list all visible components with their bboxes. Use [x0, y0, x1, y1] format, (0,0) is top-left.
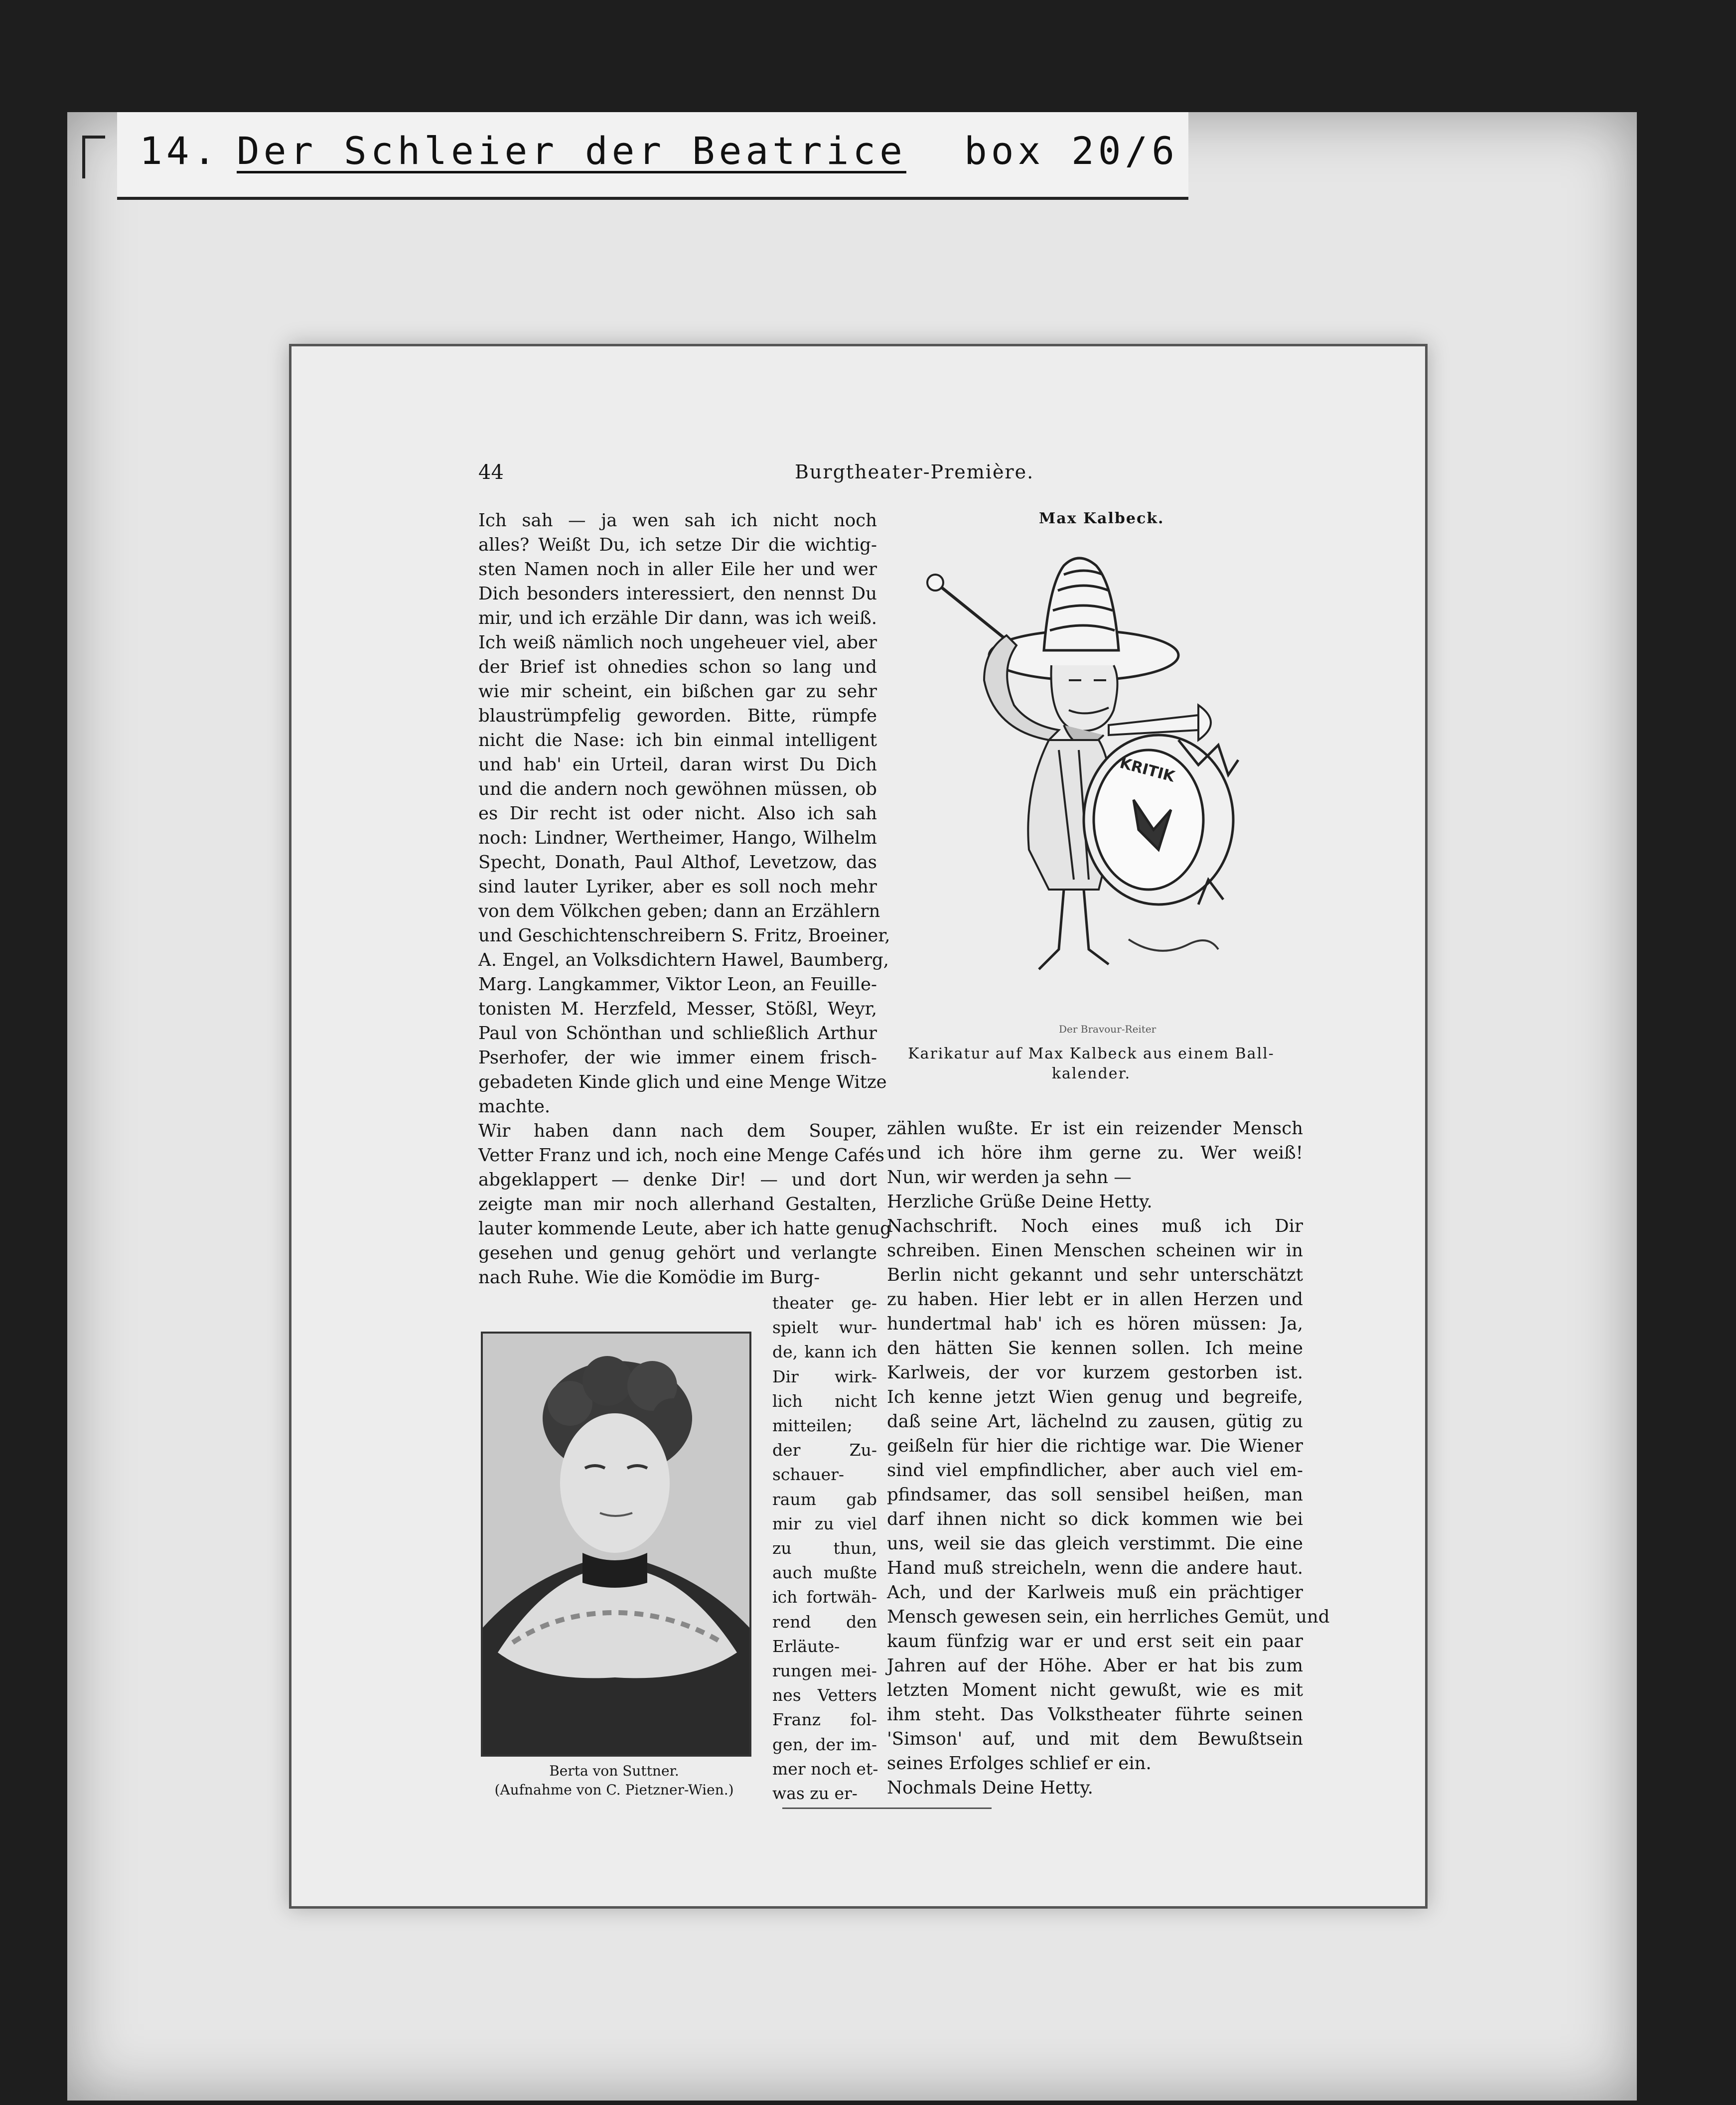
text-line: auch mußte — [772, 1563, 877, 1583]
text-line: darf ihnen nicht so dick kommen wie bei — [887, 1509, 1303, 1529]
text-line: gen, der im- — [772, 1734, 877, 1754]
text-line: Nun, wir werden ja sehn — — [887, 1167, 1132, 1188]
archive-folder-number: 14. — [140, 129, 220, 173]
text-line: der Zu- — [772, 1440, 877, 1460]
text-line: seines Erfolges schlief er ein. — [887, 1753, 1152, 1774]
text-line: noch: Lindner, Wertheimer, Hango, Wilhelm — [478, 828, 877, 848]
text-line: hundertmal hab' ich es hören müssen: Ja, — [887, 1314, 1303, 1334]
text-line: mir zu viel — [772, 1513, 877, 1533]
text-line: Paul von Schönthan und schließlich Arthur — [478, 1023, 877, 1044]
text-line: Vetter Franz und ich, noch eine Menge Cafés — [478, 1145, 884, 1166]
text-line: Hand muß streicheln, wenn die andere haut. — [887, 1558, 1303, 1578]
text-line: und Geschichtenschreibern S. Fritz, Broeiner, — [478, 925, 890, 946]
text-line: Ach, und der Karlweis muß ein prächtiger — [887, 1582, 1303, 1603]
running-head: Burgtheater-Première. — [795, 461, 1034, 483]
text-line: theater ge- — [772, 1293, 877, 1313]
text-line: Ich weiß nämlich noch ungeheuer viel, aber — [478, 632, 877, 653]
text-line: nach Ruhe. Wie die Komödie im Burg- — [478, 1267, 820, 1288]
text-line: kaum fünfzig war er und erst seit ein paar — [887, 1631, 1303, 1652]
caricature-caption-line-1: Karikatur auf Max Kalbeck aus einem Ball- — [908, 1045, 1275, 1062]
text-line: Dich besonders interessiert, den nennst Du — [478, 584, 877, 604]
text-line: uns, weil sie das gleich verstimmt. Die eine — [887, 1533, 1303, 1554]
text-line: zählen wußte. Er ist ein reizender Mensch — [887, 1118, 1303, 1139]
legs-icon — [1039, 890, 1109, 969]
text-line: sind lauter Lyriker, aber es soll noch mehr — [478, 877, 877, 897]
text-line: ich fortwäh- — [772, 1587, 877, 1607]
text-line: nes Vetters — [772, 1685, 877, 1705]
text-line: Nachschrift. Noch eines muß ich Dir — [887, 1216, 1303, 1236]
text-line: gebadeten Kinde glich und eine Menge Witze — [478, 1072, 887, 1092]
text-line: machte. — [478, 1096, 551, 1117]
text-line: und die andern noch gewöhnen müssen, ob — [478, 779, 877, 799]
text-line: den hätten Sie kennen sollen. Ich meine — [887, 1338, 1303, 1358]
text-line: A. Engel, an Volksdichtern Hawel, Baumberg, — [478, 950, 889, 970]
text-line: zu thun, — [772, 1538, 877, 1558]
text-line: was zu er- — [772, 1784, 858, 1804]
text-line: und hab' ein Urteil, daran wirst Du Dich — [478, 754, 877, 775]
text-line: pfindsamer, das soll sensibel heißen, man — [887, 1485, 1303, 1505]
text-line: de, kann ich — [772, 1342, 877, 1362]
text-line: lich nicht — [772, 1391, 877, 1411]
text-line: 'Simson' auf, und mit dem Bewußtsein — [887, 1729, 1303, 1749]
text-line: geißeln für hier die richtige war. Die Wiener — [887, 1436, 1303, 1456]
caricature-caption-line-2: kalender. — [1051, 1065, 1131, 1082]
text-line: Dir wirk- — [772, 1366, 877, 1386]
text-line: letzten Moment nicht gewußt, wie es mit — [887, 1680, 1303, 1700]
text-line: Ich kenne jetzt Wien genug und begreife, — [887, 1387, 1303, 1407]
text-line: nicht die Nase: ich bin einmal intelligent — [478, 730, 877, 751]
text-line: der Brief ist ohnedies schon so lang und — [478, 657, 877, 677]
hat-icon — [989, 558, 1178, 680]
text-line: Herzliche Grüße Deine Hetty. — [887, 1192, 1153, 1212]
text-line: Berlin nicht gekannt und sehr unterschätzt — [887, 1265, 1303, 1285]
text-line: Marg. Langkammer, Viktor Leon, an Feuille- — [478, 974, 877, 995]
narrow-text-column — [772, 1291, 877, 1805]
text-line: Wir haben dann nach dem Souper, — [478, 1121, 877, 1141]
caricature-signature: Der Bravour-Reiter — [1059, 1023, 1157, 1035]
text-line: alles? Weißt Du, ich setze Dir die wichtig- — [478, 535, 877, 555]
text-line: lauter kommende Leute, aber ich hatte genug — [478, 1218, 891, 1239]
caricature-illustration — [899, 531, 1283, 989]
text-line: Pserhofer, der wie immer einem frisch- — [478, 1048, 877, 1068]
text-line: ihm steht. Das Volkstheater führte seinen — [887, 1704, 1303, 1725]
portrait-photo — [481, 1332, 751, 1757]
photo-caption — [478, 1762, 750, 1800]
right-text-column — [887, 1116, 1330, 1800]
text-line: zeigte man mir noch allerhand Gestalten, — [478, 1194, 877, 1214]
text-line: schauer- — [772, 1465, 845, 1485]
scribble-signature-icon — [1129, 939, 1218, 951]
text-line: es Dir recht ist oder nicht. Also ich sah — [478, 803, 877, 824]
column-end-rule — [782, 1807, 992, 1809]
photo-caption-line-1: Berta von Suttner. — [549, 1763, 679, 1779]
text-line: rungen mei- — [772, 1661, 877, 1681]
text-line: spielt wur- — [772, 1318, 877, 1338]
text-line: abgeklappert — denke Dir! — und dort — [478, 1170, 877, 1190]
text-line: mer noch et- — [772, 1759, 878, 1779]
text-line: mitteilen; — [772, 1416, 853, 1436]
portrait-face-icon — [560, 1413, 670, 1553]
text-line: Jahren auf der Höhe. Aber er hat bis zum — [887, 1655, 1303, 1676]
text-line: Ich sah — ja wen sah ich nicht noch — [478, 510, 877, 531]
magazine-page — [289, 344, 1428, 1909]
left-text-column — [478, 508, 891, 1290]
text-line: sten Namen noch in aller Eile her und wer — [478, 559, 877, 580]
text-line: daß seine Art, lächelnd zu zausen, gütig zu — [887, 1411, 1303, 1432]
corner-mark — [82, 136, 105, 178]
text-line: Nochmals Deine Hetty. — [887, 1778, 1093, 1798]
text-line: von dem Völkchen geben; dann an Erzählern — [478, 901, 880, 921]
text-line: Karlweis, der vor kurzem gestorben ist. — [887, 1362, 1303, 1383]
caricature-caption — [897, 1044, 1286, 1084]
photo-caption-line-2: (Aufnahme von C. Pietzner-Wien.) — [494, 1782, 734, 1798]
text-line: tonisten M. Herzfeld, Messer, Stößl, Weyr, — [478, 999, 877, 1019]
text-line: Erläute- — [772, 1636, 840, 1656]
text-line: Franz fol- — [772, 1710, 877, 1730]
text-line: blaustrümpfelig geworden. Bitte, rümpfe — [478, 706, 877, 726]
text-line: schreiben. Einen Menschen scheinen wir in — [887, 1240, 1303, 1261]
text-line: wie mir scheint, ein bißchen gar zu sehr — [478, 681, 877, 702]
page-number: 44 — [478, 461, 504, 484]
text-line: mir, und ich erzähle Dir dann, was ich weiß. — [478, 608, 877, 628]
text-line: gesehen und genug gehört und verlangte — [478, 1243, 877, 1263]
drum-text: KRITIK — [1118, 754, 1177, 786]
caricature-title: Max Kalbeck. — [1039, 510, 1164, 527]
text-line: zu haben. Hier lebt er in allen Herzen und — [887, 1289, 1303, 1310]
face-icon — [1051, 665, 1118, 746]
text-line: rend den — [772, 1612, 877, 1632]
archive-folder-title: Der Schleier der Beatrice — [237, 129, 906, 173]
text-line: Mensch gewesen sein, ein herrliches Gemüt, und — [887, 1607, 1330, 1627]
text-line: sind viel empfindlicher, aber auch viel em- — [887, 1460, 1303, 1481]
text-line: Specht, Donath, Paul Althof, Levetzow, das — [478, 852, 877, 873]
archive-box-number: box 20/6 — [964, 129, 1179, 173]
drum-icon — [1084, 735, 1238, 904]
text-line: raum gab — [772, 1489, 877, 1509]
text-line: und ich höre ihm gerne zu. Wer weiß! — [887, 1143, 1303, 1163]
